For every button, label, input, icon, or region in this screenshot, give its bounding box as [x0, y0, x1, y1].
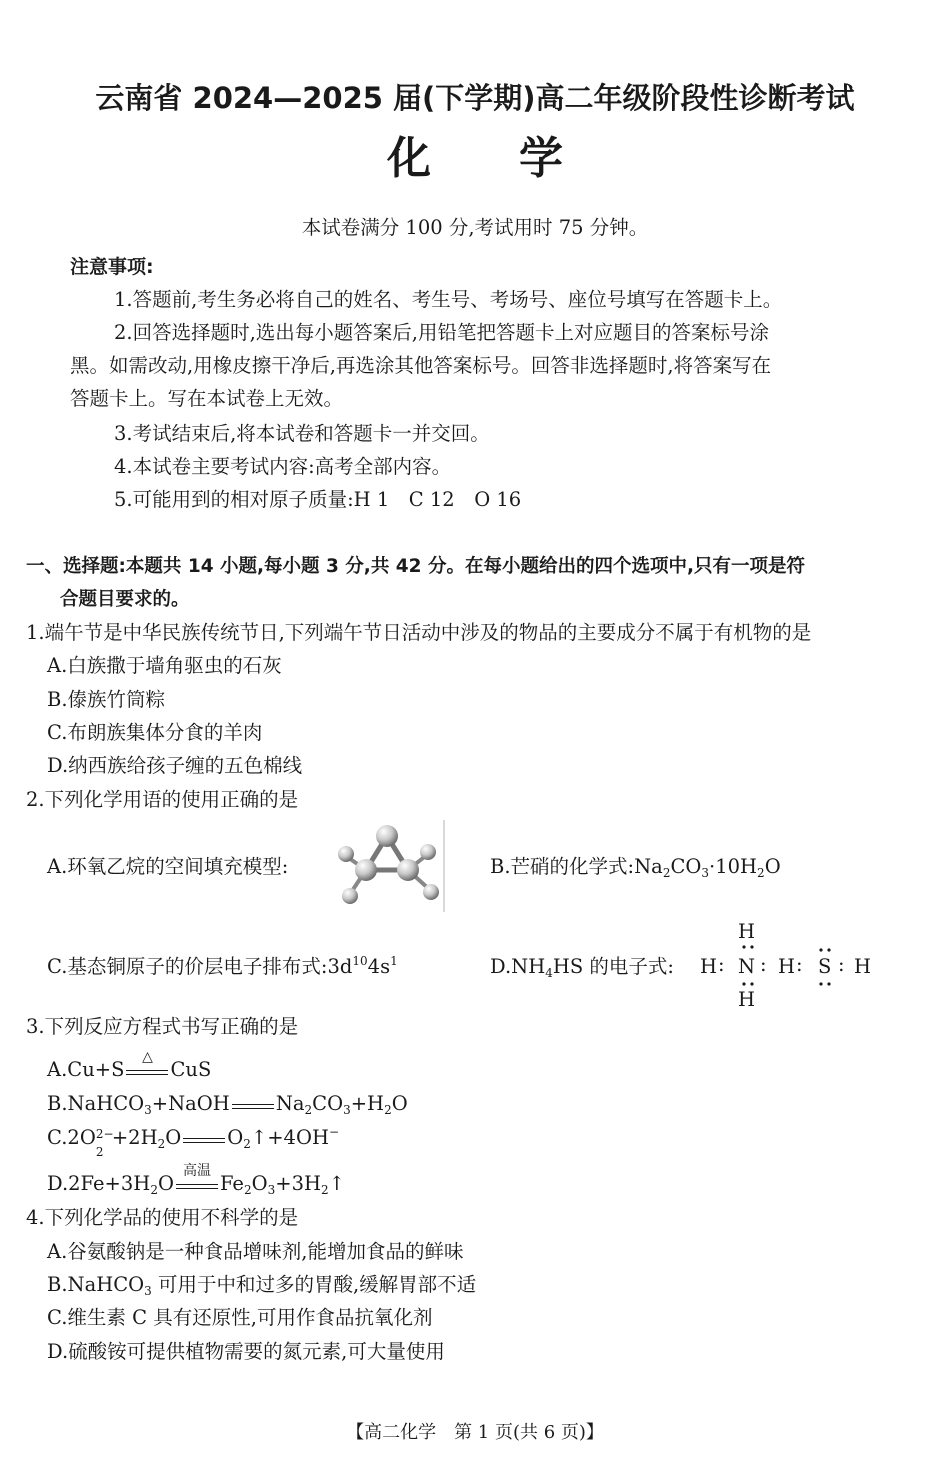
q2-option-c: C.基态铜原子的价层电子排布式$:3d^{10}4s^1$	[47, 954, 398, 978]
notice-item-5: 5.可能用到的相对原子质量:H 1 C 12 O 16	[114, 488, 522, 511]
q3-option-d: $D.2Fe+3H_2O$ 高温 $Fe_2O_3+3H_2↑$	[47, 1162, 345, 1197]
subject-title: 化 学	[387, 133, 563, 184]
notice-item-2b: 黑。如需改动,用橡皮擦干净后,再选涂其他答案标号。回答非选择题时,将答案写在	[70, 354, 772, 377]
hydrogen-atom	[423, 884, 439, 900]
electron-h-bottom: H	[738, 988, 756, 1011]
q4-option-b: B.NaHCO$_3$ 可用于中和过多的胃酸,缓解胃部不适	[47, 1273, 477, 1298]
oxygen-atom	[376, 825, 398, 847]
hydrogen-atom	[420, 844, 436, 860]
electron-h-top: H	[738, 920, 756, 943]
electron-colon: :	[760, 953, 767, 976]
q4-stem: 4.下列化学品的使用不科学的是	[26, 1206, 299, 1229]
page-footer: 【高二化学 第 1 页(共 6 页)】	[346, 1422, 604, 1443]
q1-option-a: A.白族撒于墙角驱虫的石灰	[47, 654, 282, 677]
q3-option-b: B.NaHCO$_3$+NaOH $Na_2CO_3+H_2O$	[47, 1092, 408, 1117]
q1-option-c: C.布朗族集体分食的羊肉	[47, 721, 263, 744]
electron-s: S	[818, 955, 832, 978]
electron-n: N	[738, 955, 756, 978]
q1-stem: 1.端午节是中华民族传统节日,下列端午节日活动中涉及的物品的主要成分不属于有机物的是	[26, 621, 812, 644]
q1-option-b: B.傣族竹筒粽	[47, 688, 166, 711]
notice-item-2a: 2.回答选择题时,选出每小题答案后,用铅笔把答题卡上对应题目的答案标号涂	[114, 321, 770, 344]
equals-arrow	[230, 1095, 276, 1115]
q3-option-a: A.Cu+S △ CuS	[47, 1048, 212, 1081]
ethylene-oxide-model-image	[328, 820, 446, 912]
equals-arrow: 高温	[174, 1175, 220, 1195]
section-heading-line1: 一、选择题:本题共 14 小题,每小题 3 分,共 42 分。在每小题给出的四个选项中,只有一项是符	[26, 556, 805, 577]
hydrogen-atom	[338, 846, 354, 862]
equals-arrow: △	[124, 1061, 170, 1081]
notice-item-4: 4.本试卷主要考试内容:高考全部内容。	[114, 455, 452, 478]
q2-option-a: A.环氧乙烷的空间填充模型:	[47, 855, 289, 878]
notice-heading: 注意事项:	[70, 256, 154, 278]
q1-option-d: D.纳西族给孩子缠的五色棉线	[47, 754, 303, 777]
q4-option-a: A.谷氨酸钠是一种食品增味剂,能增加食品的鲜味	[47, 1240, 464, 1263]
q3-option-c: C.2O 2− 2 $+2H_2O$ $O_2↑+4OH^-$	[47, 1125, 340, 1159]
q2-stem: 2.下列化学用语的使用正确的是	[26, 788, 299, 811]
carbon-atom-right	[397, 859, 419, 881]
equals-arrow	[181, 1129, 227, 1149]
q2-option-b: B.芒硝的化学式$:Na_2CO_3\cdot 10H_2O$	[490, 855, 781, 880]
exam-title: 云南省 2024—2025 届(下学期)高二年级阶段性诊断考试	[95, 81, 855, 115]
hydrogen-atom	[342, 888, 358, 904]
notice-item-2c: 答题卡上。写在本试卷上无效。	[70, 387, 344, 410]
q4-option-c: C.维生素 C 具有还原性,可用作食品抗氧化剂	[47, 1306, 433, 1329]
section-heading-line2: 合题目要求的。	[60, 589, 190, 610]
electron-colon: :	[838, 953, 845, 976]
electron-h-right: H	[854, 955, 872, 978]
notice-item-3: 3.考试结束后,将本试卷和答题卡一并交回。	[114, 422, 490, 445]
electron-h-mid: H	[778, 955, 796, 978]
notice-item-1: 1.答题前,考生务必将自己的姓名、考生号、考场号、座位号填写在答题卡上。	[114, 288, 783, 311]
q2-option-d-label: $D.NH_4HS$ 的电子式:	[490, 955, 674, 980]
q3-stem: 3.下列反应方程式书写正确的是	[26, 1015, 299, 1038]
electron-colon: :	[796, 953, 803, 976]
q4-option-d: D.硫酸铵可提供植物需要的氮元素,可大量使用	[47, 1340, 445, 1363]
exam-intro: 本试卷满分 100 分,考试用时 75 分钟。	[301, 216, 649, 239]
electron-colon: :	[718, 953, 725, 976]
electron-formula	[700, 920, 880, 1010]
electron-dots	[700, 920, 880, 1010]
carbon-atom-left	[355, 859, 377, 881]
electron-h-left: H	[700, 955, 718, 978]
